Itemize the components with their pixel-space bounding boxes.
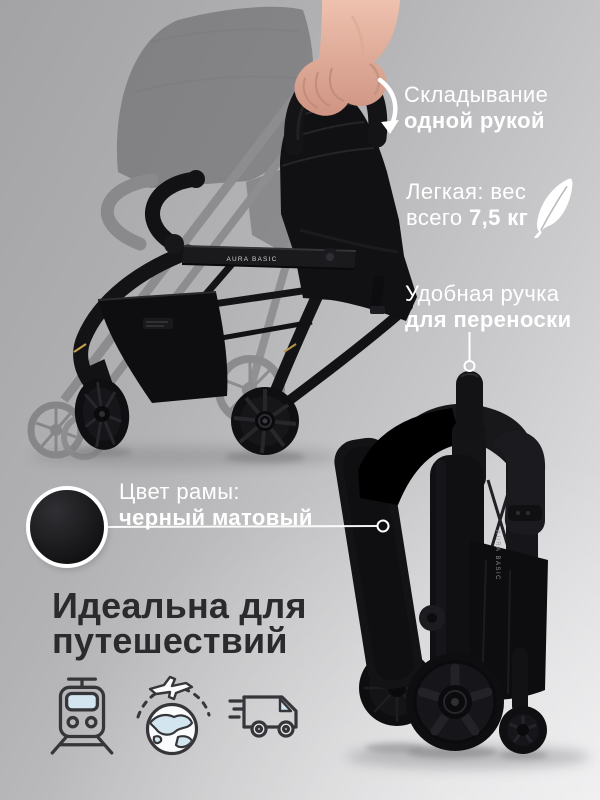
carry-handle xyxy=(456,371,483,441)
frame-color-swatch xyxy=(28,488,106,566)
callout-frame-value: черный матовый xyxy=(119,505,313,530)
callout-frame-label: Цвет рамы: xyxy=(119,479,240,504)
callout-frame-color xyxy=(119,479,313,531)
callout-weight-line1: Легкая: вес xyxy=(406,179,527,204)
callout-carry-line2: для переноски xyxy=(405,307,572,332)
folded-brand-label: AURA BASIC xyxy=(494,530,500,582)
callout-carry-handle xyxy=(405,281,572,333)
callout-weight-line2 xyxy=(406,205,528,231)
train-icon xyxy=(48,674,116,756)
delivery-van-icon xyxy=(228,686,312,744)
folded-front-wheel xyxy=(406,653,504,751)
plane-over-globe-icon xyxy=(130,673,214,757)
feather-icon xyxy=(528,176,580,243)
travel-heading xyxy=(52,585,307,661)
travel-icons xyxy=(48,670,318,760)
callout-fold-line1: Складывание xyxy=(404,82,549,107)
travel-heading-line1: Идеальна для xyxy=(52,585,307,626)
ghost-front-wheel xyxy=(31,405,81,455)
fold-arrow-icon xyxy=(372,76,404,143)
callout-weight-line2-text: всего xyxy=(406,205,463,230)
callout-fold-line2: одной рукой xyxy=(404,108,545,133)
callout-weight-value: 7,5 кг xyxy=(468,205,529,230)
callout-weight xyxy=(406,179,528,231)
frame-brand-label: AURA BASIC xyxy=(226,256,278,263)
callout-fold xyxy=(404,82,548,134)
folded-stroller xyxy=(331,371,590,769)
travel-heading-line2: путешествий xyxy=(52,620,288,661)
rear-wheel xyxy=(231,387,299,455)
carry-handle-pointer-dot xyxy=(465,361,475,371)
callout-carry-line1: Удобная ручка xyxy=(405,281,560,306)
